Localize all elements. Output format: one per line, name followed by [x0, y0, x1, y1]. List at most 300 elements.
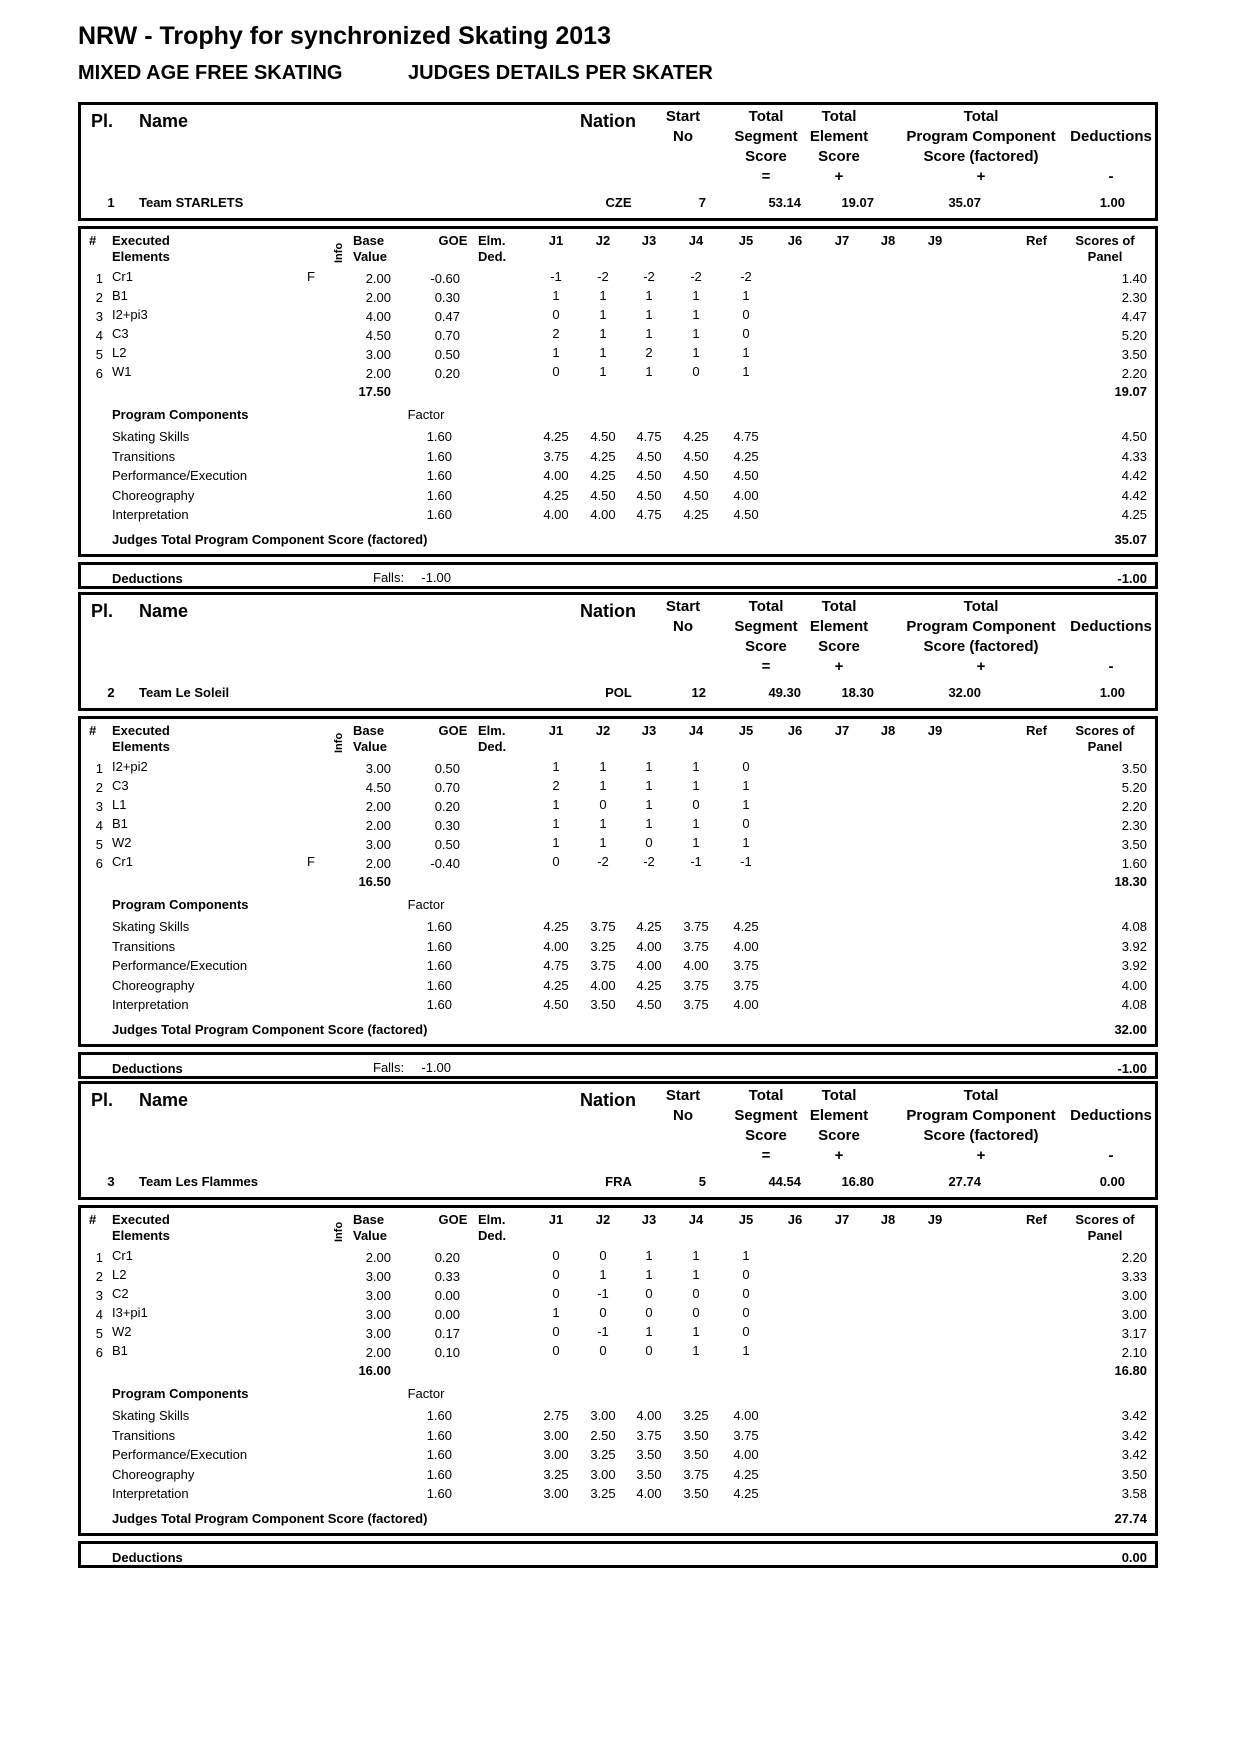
- col-judge-8: J8: [880, 1212, 896, 1227]
- element-panel-score: 2.20: [1121, 366, 1147, 381]
- skater-nation: FRA: [605, 1174, 632, 1189]
- header-total-3: Total: [963, 1087, 999, 1104]
- header-segment: Segment: [734, 618, 798, 635]
- element-base-value: 4.50: [365, 328, 391, 343]
- deductions-row: [78, 1052, 1158, 1079]
- element-base-value: 2.00: [365, 799, 391, 814]
- element-goe: 0.00: [434, 1288, 460, 1303]
- component-name: Interpretation: [112, 507, 189, 522]
- element-goe: -0.40: [430, 856, 460, 871]
- element-judge-score: 1: [552, 1305, 560, 1320]
- component-judge-score: 3.75: [733, 958, 759, 973]
- element-judge-score: 1: [645, 364, 653, 379]
- element-judge-score: -1: [740, 854, 752, 869]
- header-total-3: Total: [963, 108, 999, 125]
- element-goe: 0.30: [434, 818, 460, 833]
- header-name: Name: [139, 1090, 189, 1110]
- component-judge-score: 4.00: [733, 487, 759, 503]
- element-judge-score: 0: [742, 759, 750, 774]
- col-ref: Ref: [1026, 723, 1047, 738]
- element-judge-score: 1: [742, 1248, 750, 1263]
- element-judge-score: 1: [599, 345, 607, 360]
- element-judge-score: 1: [645, 816, 653, 831]
- element-info: F: [307, 854, 315, 869]
- component-judge-score: 4.50: [636, 448, 662, 464]
- header-total-1: Total: [748, 1087, 784, 1104]
- component-factor: 1.60: [426, 997, 452, 1012]
- program-components-label: Program Components: [112, 407, 249, 422]
- skater-deductions: 0.00: [1099, 1174, 1125, 1189]
- component-judge-score: 4.25: [683, 507, 709, 522]
- element-judge-score: 0: [742, 1324, 750, 1339]
- skater-name: Team STARLETS: [139, 195, 244, 210]
- col-judge-4: J4: [688, 1212, 704, 1227]
- element-judge-score: 1: [692, 326, 700, 341]
- header-pl: Pl.: [91, 1090, 114, 1110]
- element-judge-score: 1: [742, 364, 750, 379]
- element-goe: 0.47: [434, 309, 460, 324]
- col-judge-6: J6: [787, 1212, 803, 1227]
- header-score-factored: Score (factored): [923, 638, 1039, 655]
- pcs-total: 35.07: [1114, 532, 1147, 547]
- header-segment: Segment: [734, 128, 798, 145]
- col-judge-3: J3: [641, 233, 657, 248]
- component-judge-score: 4.75: [733, 429, 759, 444]
- element-judge-score: 1: [645, 1324, 653, 1339]
- element-number: 2: [95, 780, 103, 795]
- component-judge-score: 3.75: [543, 448, 569, 464]
- element-panel-score: 1.40: [1121, 271, 1147, 286]
- element-number: 2: [95, 290, 103, 305]
- element-goe: 0.70: [434, 328, 460, 343]
- col-panel: Panel: [1087, 249, 1123, 264]
- skater-total-element-score: 18.30: [841, 685, 874, 700]
- component-name: Performance/Execution: [112, 1447, 248, 1462]
- element-judge-score: 1: [552, 797, 560, 812]
- col-ref: Ref: [1026, 233, 1047, 248]
- col-scores-of: Scores of: [1075, 723, 1135, 738]
- element-number: 1: [95, 761, 103, 776]
- element-judge-score: 2: [552, 778, 560, 793]
- element-base-value: 3.00: [365, 1288, 391, 1303]
- element-goe: 0.20: [434, 366, 460, 381]
- header-start: Start: [665, 1087, 701, 1104]
- component-judge-score: 4.00: [733, 938, 759, 954]
- judges-total-label: Judges Total Program Component Score (factored): [112, 532, 428, 547]
- component-judge-score: 4.25: [543, 487, 569, 503]
- element-base-value: 3.00: [365, 837, 391, 852]
- component-factor: 1.60: [426, 938, 452, 954]
- element-judge-score: 1: [599, 835, 607, 850]
- col-scores-of: Scores of: [1075, 1212, 1135, 1227]
- element-judge-score: -1: [597, 1324, 609, 1339]
- element-judge-score: 1: [599, 364, 607, 379]
- component-panel-score: 3.42: [1121, 1427, 1147, 1443]
- element-code: W1: [112, 364, 132, 379]
- element-judge-score: 1: [552, 835, 560, 850]
- header-eq: =: [761, 658, 771, 675]
- element-code: Cr1: [112, 269, 133, 284]
- header-deductions: Deductions: [1070, 618, 1152, 635]
- component-name: Skating Skills: [112, 1408, 190, 1423]
- header-minus: -: [1108, 658, 1114, 675]
- header-start: Start: [665, 108, 701, 125]
- page-title: NRW - Trophy for synchronized Skating 2013: [78, 22, 611, 50]
- element-panel-score: 3.50: [1121, 347, 1147, 362]
- component-panel-score: 3.42: [1121, 1447, 1147, 1462]
- falls-value: -1.00: [421, 570, 451, 585]
- falls-label: Falls:: [373, 570, 405, 585]
- element-judge-score: 0: [692, 1286, 700, 1301]
- header-no: No: [673, 618, 693, 635]
- header-plus-1: +: [834, 1147, 844, 1164]
- col-judge-2: J2: [595, 1212, 611, 1227]
- component-factor: 1.60: [426, 1486, 452, 1501]
- header-plus-1: +: [834, 658, 844, 675]
- element-judge-score: 1: [552, 816, 560, 831]
- tes-total: 16.80: [1114, 1363, 1147, 1378]
- element-judge-score: 0: [742, 1305, 750, 1320]
- component-judge-score: 3.50: [590, 997, 616, 1012]
- element-judge-score: -2: [690, 269, 702, 284]
- component-judge-score: 4.25: [733, 919, 759, 934]
- col-goe: GOE: [438, 723, 468, 738]
- element-judge-score: 0: [552, 1248, 560, 1263]
- col-base: Base: [353, 233, 385, 248]
- element-judge-score: 0: [552, 1286, 560, 1301]
- component-judge-score: 4.00: [733, 1447, 759, 1462]
- col-judge-9: J9: [927, 1212, 943, 1227]
- component-judge-score: 3.00: [543, 1447, 569, 1462]
- element-judge-score: 1: [692, 778, 700, 793]
- component-judge-score: 3.75: [683, 919, 709, 934]
- component-judge-score: 4.25: [590, 468, 616, 483]
- skater-deductions: 1.00: [1099, 195, 1125, 210]
- factor-label: Factor: [407, 407, 445, 422]
- component-judge-score: 3.50: [683, 1447, 709, 1462]
- header-element: Element: [809, 128, 869, 145]
- col-elm: Elm.: [478, 723, 506, 738]
- element-code: W2: [112, 835, 132, 850]
- element-number: 6: [95, 856, 103, 871]
- component-panel-score: 4.08: [1121, 997, 1147, 1012]
- element-panel-score: 3.33: [1121, 1269, 1147, 1284]
- element-base-value: 3.00: [365, 1269, 391, 1284]
- component-judge-score: 3.00: [543, 1486, 569, 1501]
- header-plus-2: +: [976, 658, 986, 675]
- component-name: Skating Skills: [112, 429, 190, 444]
- component-judge-score: 4.00: [733, 997, 759, 1012]
- element-judge-score: -1: [550, 269, 562, 284]
- component-name: Choreography: [112, 487, 195, 503]
- component-factor: 1.60: [426, 1447, 452, 1462]
- element-judge-score: 1: [742, 835, 750, 850]
- skater-nation: POL: [605, 685, 632, 700]
- col-panel: Panel: [1087, 739, 1123, 754]
- component-panel-score: 4.42: [1121, 487, 1147, 503]
- component-judge-score: 4.00: [636, 938, 662, 954]
- element-judge-score: 1: [599, 307, 607, 322]
- element-judge-score: -1: [690, 854, 702, 869]
- element-judge-score: 0: [742, 1286, 750, 1301]
- col-judge-9: J9: [927, 233, 943, 248]
- element-code: B1: [112, 816, 128, 831]
- element-judge-score: -2: [597, 854, 609, 869]
- element-base-value: 4.50: [365, 780, 391, 795]
- element-panel-score: 5.20: [1121, 328, 1147, 343]
- element-judge-score: 0: [645, 1286, 653, 1301]
- col-goe: GOE: [438, 1212, 468, 1227]
- tes-total: 18.30: [1114, 874, 1147, 889]
- element-code: C3: [112, 326, 129, 341]
- header-score-factored: Score (factored): [923, 1127, 1039, 1144]
- skater-rank: 1: [107, 195, 115, 210]
- skater-deductions: 1.00: [1099, 685, 1125, 700]
- component-judge-score: 4.00: [590, 977, 616, 993]
- skater-name: Team Les Flammes: [139, 1174, 258, 1189]
- col-hash: #: [89, 233, 97, 248]
- element-goe: 0.50: [434, 761, 460, 776]
- element-info: F: [307, 269, 315, 284]
- factor-label: Factor: [407, 1386, 445, 1401]
- col-judge-7: J7: [834, 723, 850, 738]
- element-judge-score: 1: [742, 345, 750, 360]
- component-factor: 1.60: [426, 977, 452, 993]
- component-factor: 1.60: [426, 958, 452, 973]
- component-panel-score: 4.50: [1121, 429, 1147, 444]
- element-judge-score: 2: [552, 326, 560, 341]
- element-number: 3: [95, 799, 103, 814]
- col-judge-8: J8: [880, 233, 896, 248]
- component-judge-score: 3.75: [733, 1427, 759, 1443]
- component-judge-score: 4.00: [636, 1408, 662, 1423]
- element-code: Cr1: [112, 1248, 133, 1263]
- element-number: 1: [95, 271, 103, 286]
- element-number: 6: [95, 366, 103, 381]
- page-subtitle: [78, 62, 713, 85]
- header-pl: Pl.: [91, 601, 114, 621]
- element-goe: 0.20: [434, 799, 460, 814]
- component-judge-score: 3.25: [683, 1408, 709, 1423]
- component-panel-score: 3.92: [1121, 958, 1147, 973]
- element-goe: 0.00: [434, 1307, 460, 1322]
- component-judge-score: 4.50: [590, 429, 616, 444]
- component-factor: 1.60: [426, 1427, 452, 1443]
- element-judge-score: 1: [599, 288, 607, 303]
- deductions-total: -1.00: [1117, 571, 1147, 586]
- component-panel-score: 3.92: [1121, 938, 1147, 954]
- base-value-total: 16.00: [358, 1363, 391, 1378]
- element-judge-score: 1: [742, 797, 750, 812]
- component-factor: 1.60: [426, 507, 452, 522]
- element-judge-score: 1: [645, 307, 653, 322]
- component-judge-score: 4.00: [636, 958, 662, 973]
- header-nation: Nation: [580, 601, 636, 621]
- component-judge-score: 4.75: [543, 958, 569, 973]
- element-code: W2: [112, 1324, 132, 1339]
- col-goe: GOE: [438, 233, 468, 248]
- element-code: L1: [112, 797, 127, 812]
- component-judge-score: 4.00: [636, 1486, 662, 1501]
- component-judge-score: 4.25: [543, 977, 569, 993]
- element-judge-score: 2: [645, 345, 653, 360]
- component-judge-score: 3.25: [590, 1447, 616, 1462]
- col-info: Info: [333, 242, 345, 263]
- skater-details: [78, 226, 1158, 557]
- component-factor: 1.60: [426, 429, 452, 444]
- element-judge-score: 1: [742, 288, 750, 303]
- segment-name: MIXED AGE FREE SKATING: [78, 62, 343, 84]
- component-judge-score: 4.25: [636, 977, 662, 993]
- element-panel-score: 4.47: [1121, 309, 1147, 324]
- header-score-1: Score: [745, 638, 787, 655]
- element-judge-score: 1: [692, 1324, 700, 1339]
- component-judge-score: 3.00: [590, 1466, 616, 1482]
- element-judge-score: 1: [599, 759, 607, 774]
- component-panel-score: 4.33: [1121, 448, 1147, 464]
- component-judge-score: 4.25: [733, 1466, 759, 1482]
- component-judge-score: 4.00: [590, 507, 616, 522]
- deductions-total: -1.00: [1117, 1061, 1147, 1076]
- component-factor: 1.60: [426, 919, 452, 934]
- falls-label: Falls:: [373, 1060, 405, 1075]
- component-panel-score: 3.58: [1121, 1486, 1147, 1501]
- element-judge-score: 1: [692, 1248, 700, 1263]
- component-factor: 1.60: [426, 1408, 452, 1423]
- component-judge-score: 4.00: [733, 1408, 759, 1423]
- element-judge-score: 1: [692, 816, 700, 831]
- component-judge-score: 4.25: [733, 1486, 759, 1501]
- header-score-2: Score: [818, 638, 860, 655]
- col-judge-5: J5: [738, 1212, 754, 1227]
- col-judge-7: J7: [834, 233, 850, 248]
- element-code: L2: [112, 345, 127, 360]
- base-value-total: 17.50: [358, 384, 391, 399]
- header-score-2: Score: [818, 1127, 860, 1144]
- skater-total-segment-score: 53.14: [768, 195, 801, 210]
- component-judge-score: 4.25: [733, 448, 759, 464]
- judges-total-label: Judges Total Program Component Score (factored): [112, 1022, 428, 1037]
- element-judge-score: -2: [643, 269, 655, 284]
- header-nation: Nation: [580, 1090, 636, 1110]
- element-judge-score: 1: [645, 778, 653, 793]
- col-judge-7: J7: [834, 1212, 850, 1227]
- skater-start-no: 12: [691, 685, 706, 700]
- header-plus-2: +: [976, 1147, 986, 1164]
- col-ded: Ded.: [478, 739, 507, 754]
- col-elm: Elm.: [478, 1212, 506, 1227]
- col-judge-4: J4: [688, 723, 704, 738]
- element-base-value: 2.00: [365, 1345, 391, 1360]
- element-goe: 0.70: [434, 780, 460, 795]
- component-factor: 1.60: [426, 468, 452, 483]
- deductions-label: Deductions: [112, 1061, 183, 1076]
- element-judge-score: 1: [645, 797, 653, 812]
- element-base-value: 2.00: [365, 1250, 391, 1265]
- element-judge-score: 0: [742, 307, 750, 322]
- element-panel-score: 3.50: [1121, 761, 1147, 776]
- element-judge-score: -1: [597, 1286, 609, 1301]
- component-judge-score: 3.25: [590, 938, 616, 954]
- element-panel-score: 2.20: [1121, 799, 1147, 814]
- pcs-total: 27.74: [1114, 1511, 1147, 1526]
- component-factor: 1.60: [426, 1466, 452, 1482]
- col-judge-6: J6: [787, 233, 803, 248]
- component-judge-score: 4.50: [683, 468, 709, 483]
- element-judge-score: 0: [742, 326, 750, 341]
- element-code: L2: [112, 1267, 127, 1282]
- component-judge-score: 4.25: [543, 429, 569, 444]
- component-judge-score: 4.75: [636, 429, 662, 444]
- col-info: Info: [333, 732, 345, 753]
- element-judge-score: 0: [552, 1267, 560, 1282]
- header-program-component: Program Component: [906, 128, 1056, 145]
- col-elements: Elements: [112, 1228, 170, 1243]
- component-panel-score: 4.08: [1121, 919, 1147, 934]
- component-name: Performance/Execution: [112, 958, 248, 973]
- element-judge-score: 0: [552, 1343, 560, 1358]
- skater-details: [78, 716, 1158, 1047]
- element-number: 3: [95, 309, 103, 324]
- col-judge-1: J1: [548, 1212, 564, 1227]
- col-info: Info: [333, 1221, 345, 1242]
- skater-total-pcs: 32.00: [948, 685, 981, 700]
- skater-header: [78, 102, 1158, 221]
- program-components-label: Program Components: [112, 1386, 249, 1401]
- element-number: 6: [95, 1345, 103, 1360]
- header-segment: Segment: [734, 1107, 798, 1124]
- deductions-label: Deductions: [112, 1550, 183, 1565]
- component-name: Choreography: [112, 1466, 195, 1482]
- element-base-value: 3.00: [365, 1326, 391, 1341]
- element-panel-score: 2.20: [1121, 1250, 1147, 1265]
- col-executed: Executed: [112, 1212, 170, 1227]
- header-nation: Nation: [580, 111, 636, 131]
- component-judge-score: 4.50: [636, 997, 662, 1012]
- header-pl: Pl.: [91, 111, 114, 131]
- element-judge-score: 1: [552, 345, 560, 360]
- element-number: 5: [95, 347, 103, 362]
- col-value: Value: [353, 739, 387, 754]
- col-judge-6: J6: [787, 723, 803, 738]
- component-judge-score: 3.75: [733, 977, 759, 993]
- header-element: Element: [809, 1107, 869, 1124]
- col-judge-3: J3: [641, 1212, 657, 1227]
- element-base-value: 3.00: [365, 347, 391, 362]
- header-name: Name: [139, 111, 189, 131]
- header-name: Name: [139, 601, 189, 621]
- element-judge-score: -2: [740, 269, 752, 284]
- element-judge-score: 0: [599, 1248, 607, 1263]
- element-number: 2: [95, 1269, 103, 1284]
- element-judge-score: 1: [742, 1343, 750, 1358]
- element-judge-score: 0: [742, 816, 750, 831]
- component-judge-score: 4.25: [636, 919, 662, 934]
- col-elements: Elements: [112, 249, 170, 264]
- header-program-component: Program Component: [906, 1107, 1056, 1124]
- element-code: C3: [112, 778, 129, 793]
- header-eq: =: [761, 1147, 771, 1164]
- element-goe: 0.10: [434, 1345, 460, 1360]
- header-total-2: Total: [821, 108, 857, 125]
- col-executed: Executed: [112, 723, 170, 738]
- component-judge-score: 3.75: [683, 997, 709, 1012]
- header-plus-2: +: [976, 168, 986, 185]
- component-judge-score: 3.75: [683, 1466, 709, 1482]
- component-name: Performance/Execution: [112, 468, 248, 483]
- element-base-value: 4.00: [365, 309, 391, 324]
- factor-label: Factor: [407, 897, 445, 912]
